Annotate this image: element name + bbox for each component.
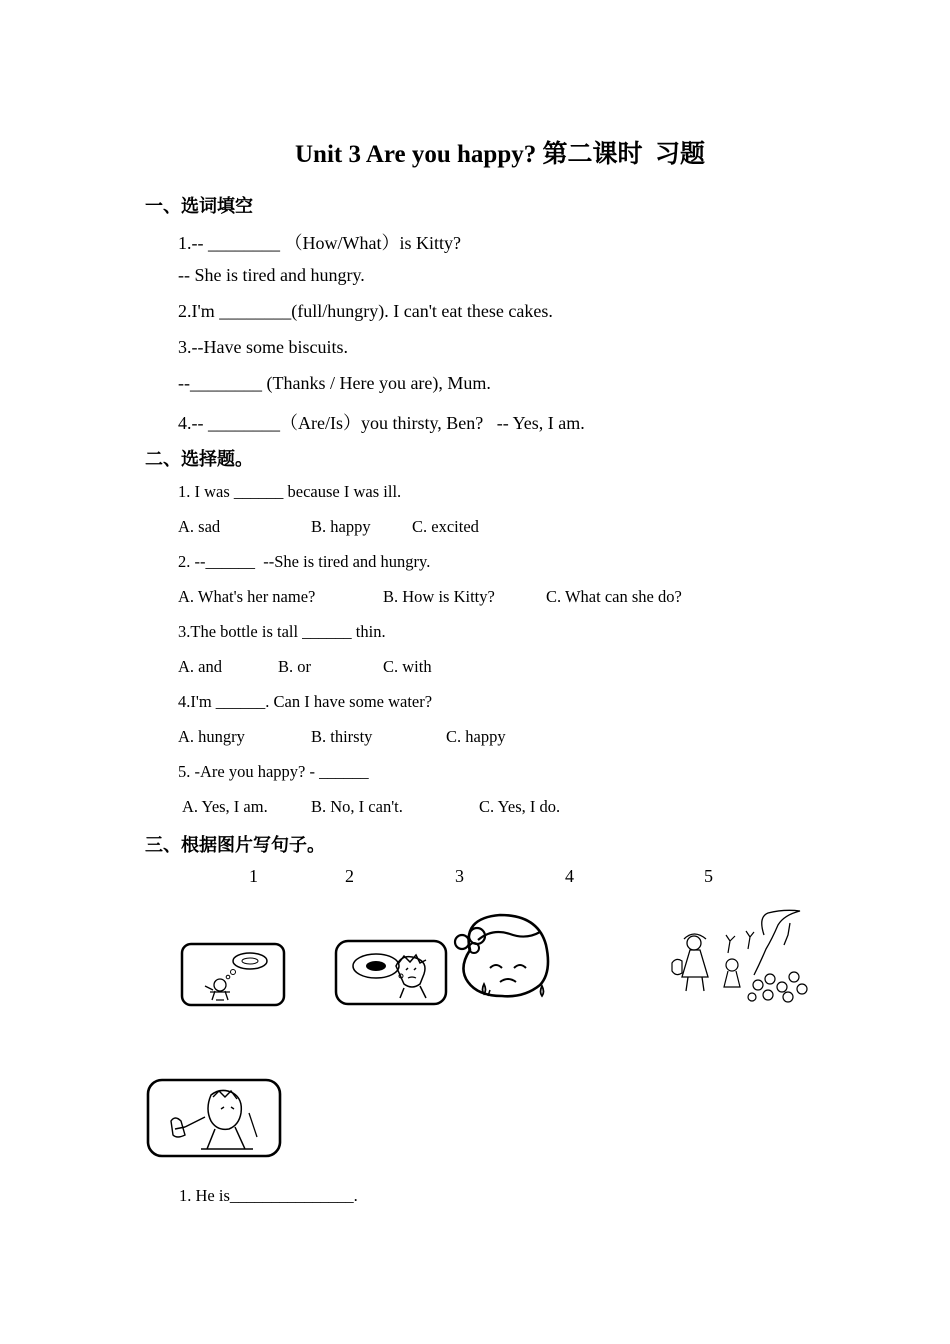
section3-heading: 三、根据图片写句子。 [145,835,325,856]
question-stem: 1. I was ______ because I was ill. [178,482,402,501]
picture-number: 1 [249,866,258,886]
fill-line: --________ (Thanks / Here you are), Mum. [178,373,491,393]
section1-heading: 一、选词填空 [145,196,253,217]
picture-number: 2 [345,866,354,886]
fill-line: -- She is tired and hungry. [178,265,365,285]
answer-line: 1. He is_______________. [179,1186,358,1205]
picture-number: 3 [455,866,464,886]
section2-heading: 二、选择题。 [145,449,253,470]
picture-number: 4 [565,866,574,886]
question-stem: 4.I'm ______. Can I have some water? [178,692,433,711]
page-title: Unit 3 Are you happy? 第二课时 习题 [294,141,705,168]
option-b: B. happy [311,517,371,536]
question-stem: 3.The bottle is tall ______ thin. [178,622,386,641]
option-c: C. excited [412,517,479,536]
hungry-boy-picture [334,938,448,1008]
question-stem: 2. --______ --She is tired and hungry. [178,552,431,571]
option-c: C. What can she do? [546,587,682,606]
fill-line: 3.--Have some biscuits. [178,337,348,357]
picture-number: 5 [704,866,713,886]
fill-line: 1.-- ________ （How/What）is Kitty? [178,233,461,253]
thinking-of-food-picture [180,942,286,1008]
fill-line: 4.-- ________（Are/Is）you thirsty, Ben? -- Yes, I am. [178,413,585,433]
option-a: A. Yes, I am. [182,797,268,816]
option-a: A. hungry [178,727,245,746]
option-c: C. happy [446,727,506,746]
option-a: A. What's her name? [178,587,316,606]
option-b: B. How is Kitty? [383,587,495,606]
option-b: B. thirsty [311,727,373,746]
option-a: A. and [178,657,222,676]
option-c: C. Yes, I do. [479,797,561,816]
option-a: A. sad [178,517,221,536]
option-b: B. or [278,657,311,676]
fill-line: 2.I'm ________(full/hungry). I can't eat these cakes. [178,301,553,321]
option-b: B. No, I can't. [311,797,403,816]
drinking-boy-picture [145,1077,283,1159]
crying-girl-picture [450,910,556,1006]
option-c: C. with [383,657,432,676]
question-stem: 5. -Are you happy? - ______ [178,762,369,781]
girl-in-garden-picture [668,905,810,1007]
